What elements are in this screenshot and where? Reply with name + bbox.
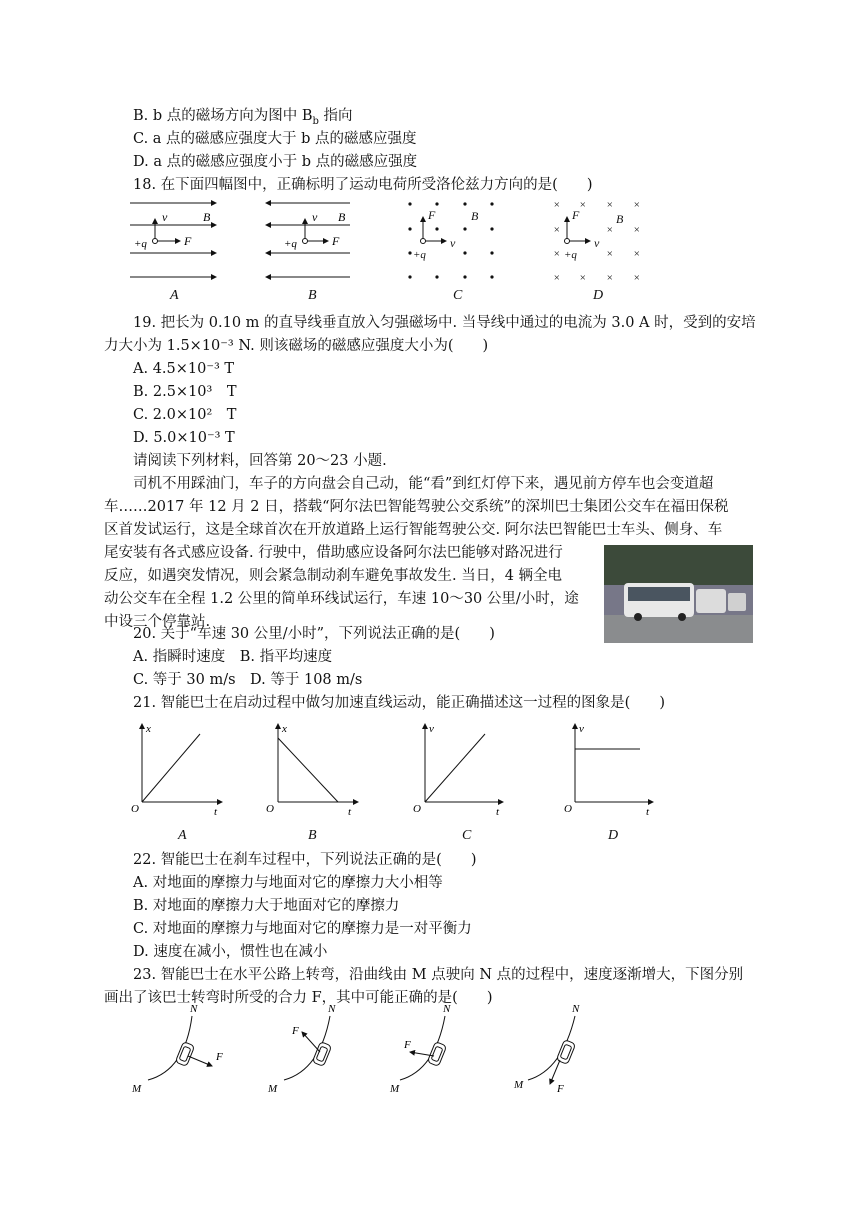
svg-text:×: × bbox=[606, 272, 614, 284]
q18-figure-b bbox=[266, 203, 350, 277]
q18-label-d: D bbox=[593, 288, 604, 303]
q21-d-y: v bbox=[579, 723, 584, 735]
reading-line-1: 司机不用踩油门，车子的方向盘会自己动，能“看”到红灯停下来，遇见前方停车也会变道超 bbox=[133, 476, 714, 492]
svg-text:×: × bbox=[579, 272, 587, 284]
q18-c-B: B bbox=[471, 209, 479, 223]
q18-a-F: F bbox=[184, 234, 192, 248]
svg-text:×: × bbox=[633, 224, 641, 236]
q21-d-x: t bbox=[646, 806, 650, 818]
q21-a-o: O bbox=[131, 803, 139, 815]
q19-option-b: B. 2.5×10³ T bbox=[133, 384, 237, 400]
q17-option-b-text: B. b 点的磁场方向为图中 B bbox=[133, 108, 313, 124]
q17-option-d: D. a 点的磁感应强度小于 b 点的磁感应强度 bbox=[133, 154, 418, 170]
q22-option-b: B. 对地面的摩擦力大于地面对它的摩擦力 bbox=[133, 898, 400, 914]
q23-b-M: M bbox=[268, 1083, 278, 1095]
q18-d-B: B bbox=[616, 212, 624, 226]
reading-intro: 请阅读下列材料，回答第 20～23 小题. bbox=[133, 453, 387, 469]
q23-b-N: N bbox=[328, 1003, 336, 1015]
q23-line1: 23. 智能巴士在水平公路上转弯，沿曲线由 M 点驶向 N 点的过程中，速度逐渐增大，下图分别 bbox=[133, 967, 744, 983]
q17-option-c: C. a 点的磁感应强度大于 b 点的磁感应强度 bbox=[133, 131, 417, 147]
q23-figure-d bbox=[513, 1003, 580, 1095]
q23-b-F: F bbox=[292, 1025, 299, 1037]
q23-a-M: M bbox=[132, 1083, 142, 1095]
q19-option-d: D. 5.0×10⁻³ T bbox=[133, 430, 235, 446]
q18-label-c: C bbox=[453, 288, 463, 303]
q21-c-y: v bbox=[429, 723, 434, 735]
q23-d-N: N bbox=[572, 1003, 580, 1015]
q18-figure-c bbox=[408, 202, 493, 278]
q21-d-o: O bbox=[564, 803, 572, 815]
q23-figure-a bbox=[131, 1003, 223, 1095]
q21-label-b: B bbox=[308, 828, 317, 843]
q18-a-q: +q bbox=[134, 238, 147, 250]
q17-option-b bbox=[133, 106, 353, 132]
q23-c-N: N bbox=[443, 1003, 451, 1015]
q18-figures bbox=[0, 195, 860, 305]
reading-line-3: 区首发试运行，这是全球首次在开放道路上运行智能驾驶公交. 阿尔法巴智能巴士车头、侧身、车 bbox=[104, 522, 723, 538]
svg-text:×: × bbox=[633, 272, 641, 284]
svg-text:×: × bbox=[553, 272, 561, 284]
q23-d-F: F bbox=[557, 1083, 564, 1095]
q18-d-q: +q bbox=[564, 249, 577, 261]
q19-line2: 力大小为 1.5×10⁻³ N. 则该磁场的磁感应强度大小为( ) bbox=[104, 338, 489, 354]
q19-option-c: C. 2.0×10² T bbox=[133, 407, 237, 423]
svg-text:×: × bbox=[579, 199, 587, 211]
q18-c-F: F bbox=[428, 208, 436, 222]
q22-option-d: D. 速度在减小，惯性也在减小 bbox=[133, 944, 328, 960]
q21-b-o: O bbox=[266, 803, 274, 815]
q18-b-v: v bbox=[312, 210, 318, 224]
q18-d-F: F bbox=[572, 208, 580, 222]
q20-options-cd: C. 等于 30 m/s D. 等于 108 m/s bbox=[133, 672, 363, 688]
q17-option-b-tail: 指向 bbox=[318, 108, 353, 124]
reading-line-5: 反应，如遇突发情况，则会紧急制动刹车避免事故发生. 当日，4 辆全电 bbox=[104, 568, 563, 584]
q18-c-q: +q bbox=[413, 249, 426, 261]
q23-c-F: F bbox=[404, 1039, 411, 1051]
q23-figures bbox=[0, 1002, 860, 1102]
q18-a-v: v bbox=[162, 210, 168, 224]
reading-line-7: 中设三个停靠站. bbox=[104, 614, 211, 630]
q21-graph-a bbox=[131, 723, 222, 818]
q18-b-F: F bbox=[332, 234, 340, 248]
q21-label-d: D bbox=[608, 828, 619, 843]
q18-b-B: B bbox=[338, 210, 346, 224]
q18-label-b: B bbox=[308, 288, 317, 303]
q21-a-x: t bbox=[214, 806, 218, 818]
q21-a-y: x bbox=[146, 723, 151, 735]
reading-line-6: 动公交车在全程 1.2 公里的简单环线试运行，车速 10～30 公里/小时，途 bbox=[104, 591, 579, 607]
q19-option-a: A. 4.5×10⁻³ T bbox=[133, 361, 235, 377]
reading-line-4: 尾安装有各式感应设备. 行驶中，借助感应设备阿尔法巴能够对路况进行 bbox=[104, 545, 563, 561]
q19-line1: 19. 把长为 0.10 m 的直导线垂直放入匀强磁场中. 当导线中通过的电流为 3.0 A 时，受到的安培 bbox=[133, 315, 756, 331]
q21-c-x: t bbox=[496, 806, 500, 818]
q18-b-q: +q bbox=[284, 238, 297, 250]
q21-label-a: A bbox=[178, 828, 187, 843]
q23-c-M: M bbox=[390, 1083, 400, 1095]
q21-graph-d bbox=[564, 723, 653, 818]
q20-options-ab: A. 指瞬时速度 B. 指平均速度 bbox=[133, 649, 333, 665]
svg-text:×: × bbox=[606, 224, 614, 236]
q21-b-y: x bbox=[282, 723, 287, 735]
reading-line-2: 车……2017 年 12 月 2 日，搭载“阿尔法巴智能驾驶公交系统”的深圳巴士集团公交车在福田保税 bbox=[104, 499, 729, 515]
q18-figure-d bbox=[553, 199, 640, 284]
q21-b-x: t bbox=[348, 806, 352, 818]
q23-line2: 画出了该巴士转弯时所受的合力 F，其中可能正确的是( ) bbox=[104, 990, 493, 1006]
q21-graph-c bbox=[413, 723, 503, 818]
q23-d-M: M bbox=[514, 1079, 524, 1091]
q18-label-a: A bbox=[170, 288, 179, 303]
svg-text:×: × bbox=[633, 248, 641, 260]
q18-d-v: v bbox=[594, 236, 600, 250]
q18-figure-a bbox=[130, 203, 216, 277]
svg-text:×: × bbox=[606, 248, 614, 260]
q22-option-c: C. 对地面的摩擦力与地面对它的摩擦力是一对平衡力 bbox=[133, 921, 472, 937]
svg-text:×: × bbox=[553, 224, 561, 236]
q23-a-F: F bbox=[216, 1051, 223, 1063]
q18-stem: 18. 在下面四幅图中，正确标明了运动电荷所受洛伦兹力方向的是( ) bbox=[133, 177, 593, 193]
svg-text:×: × bbox=[553, 199, 561, 211]
q20-stem: 20. 关于“车速 30 公里/小时”，下列说法正确的是( ) bbox=[133, 626, 495, 642]
q17-option-b-sub: b bbox=[312, 115, 319, 127]
svg-text:×: × bbox=[606, 199, 614, 211]
q23-figure-c bbox=[389, 1003, 451, 1095]
q22-option-a: A. 对地面的摩擦力与地面对它的摩擦力大小相等 bbox=[133, 875, 443, 891]
q23-a-N: N bbox=[190, 1003, 198, 1015]
svg-text:×: × bbox=[633, 199, 641, 211]
q21-label-c: C bbox=[462, 828, 472, 843]
q21-stem: 21. 智能巴士在启动过程中做匀加速直线运动，能正确描述这一过程的图象是( ) bbox=[133, 695, 665, 711]
bus-photo bbox=[604, 545, 753, 643]
q22-stem: 22. 智能巴士在刹车过程中，下列说法正确的是( ) bbox=[133, 852, 477, 868]
q21-c-o: O bbox=[413, 803, 421, 815]
q18-a-B: B bbox=[203, 210, 211, 224]
q21-graph-b bbox=[266, 723, 358, 818]
q23-figure-b bbox=[267, 1003, 336, 1095]
svg-text:×: × bbox=[553, 248, 561, 260]
q18-c-v: v bbox=[450, 236, 456, 250]
q21-graphs bbox=[0, 718, 860, 818]
